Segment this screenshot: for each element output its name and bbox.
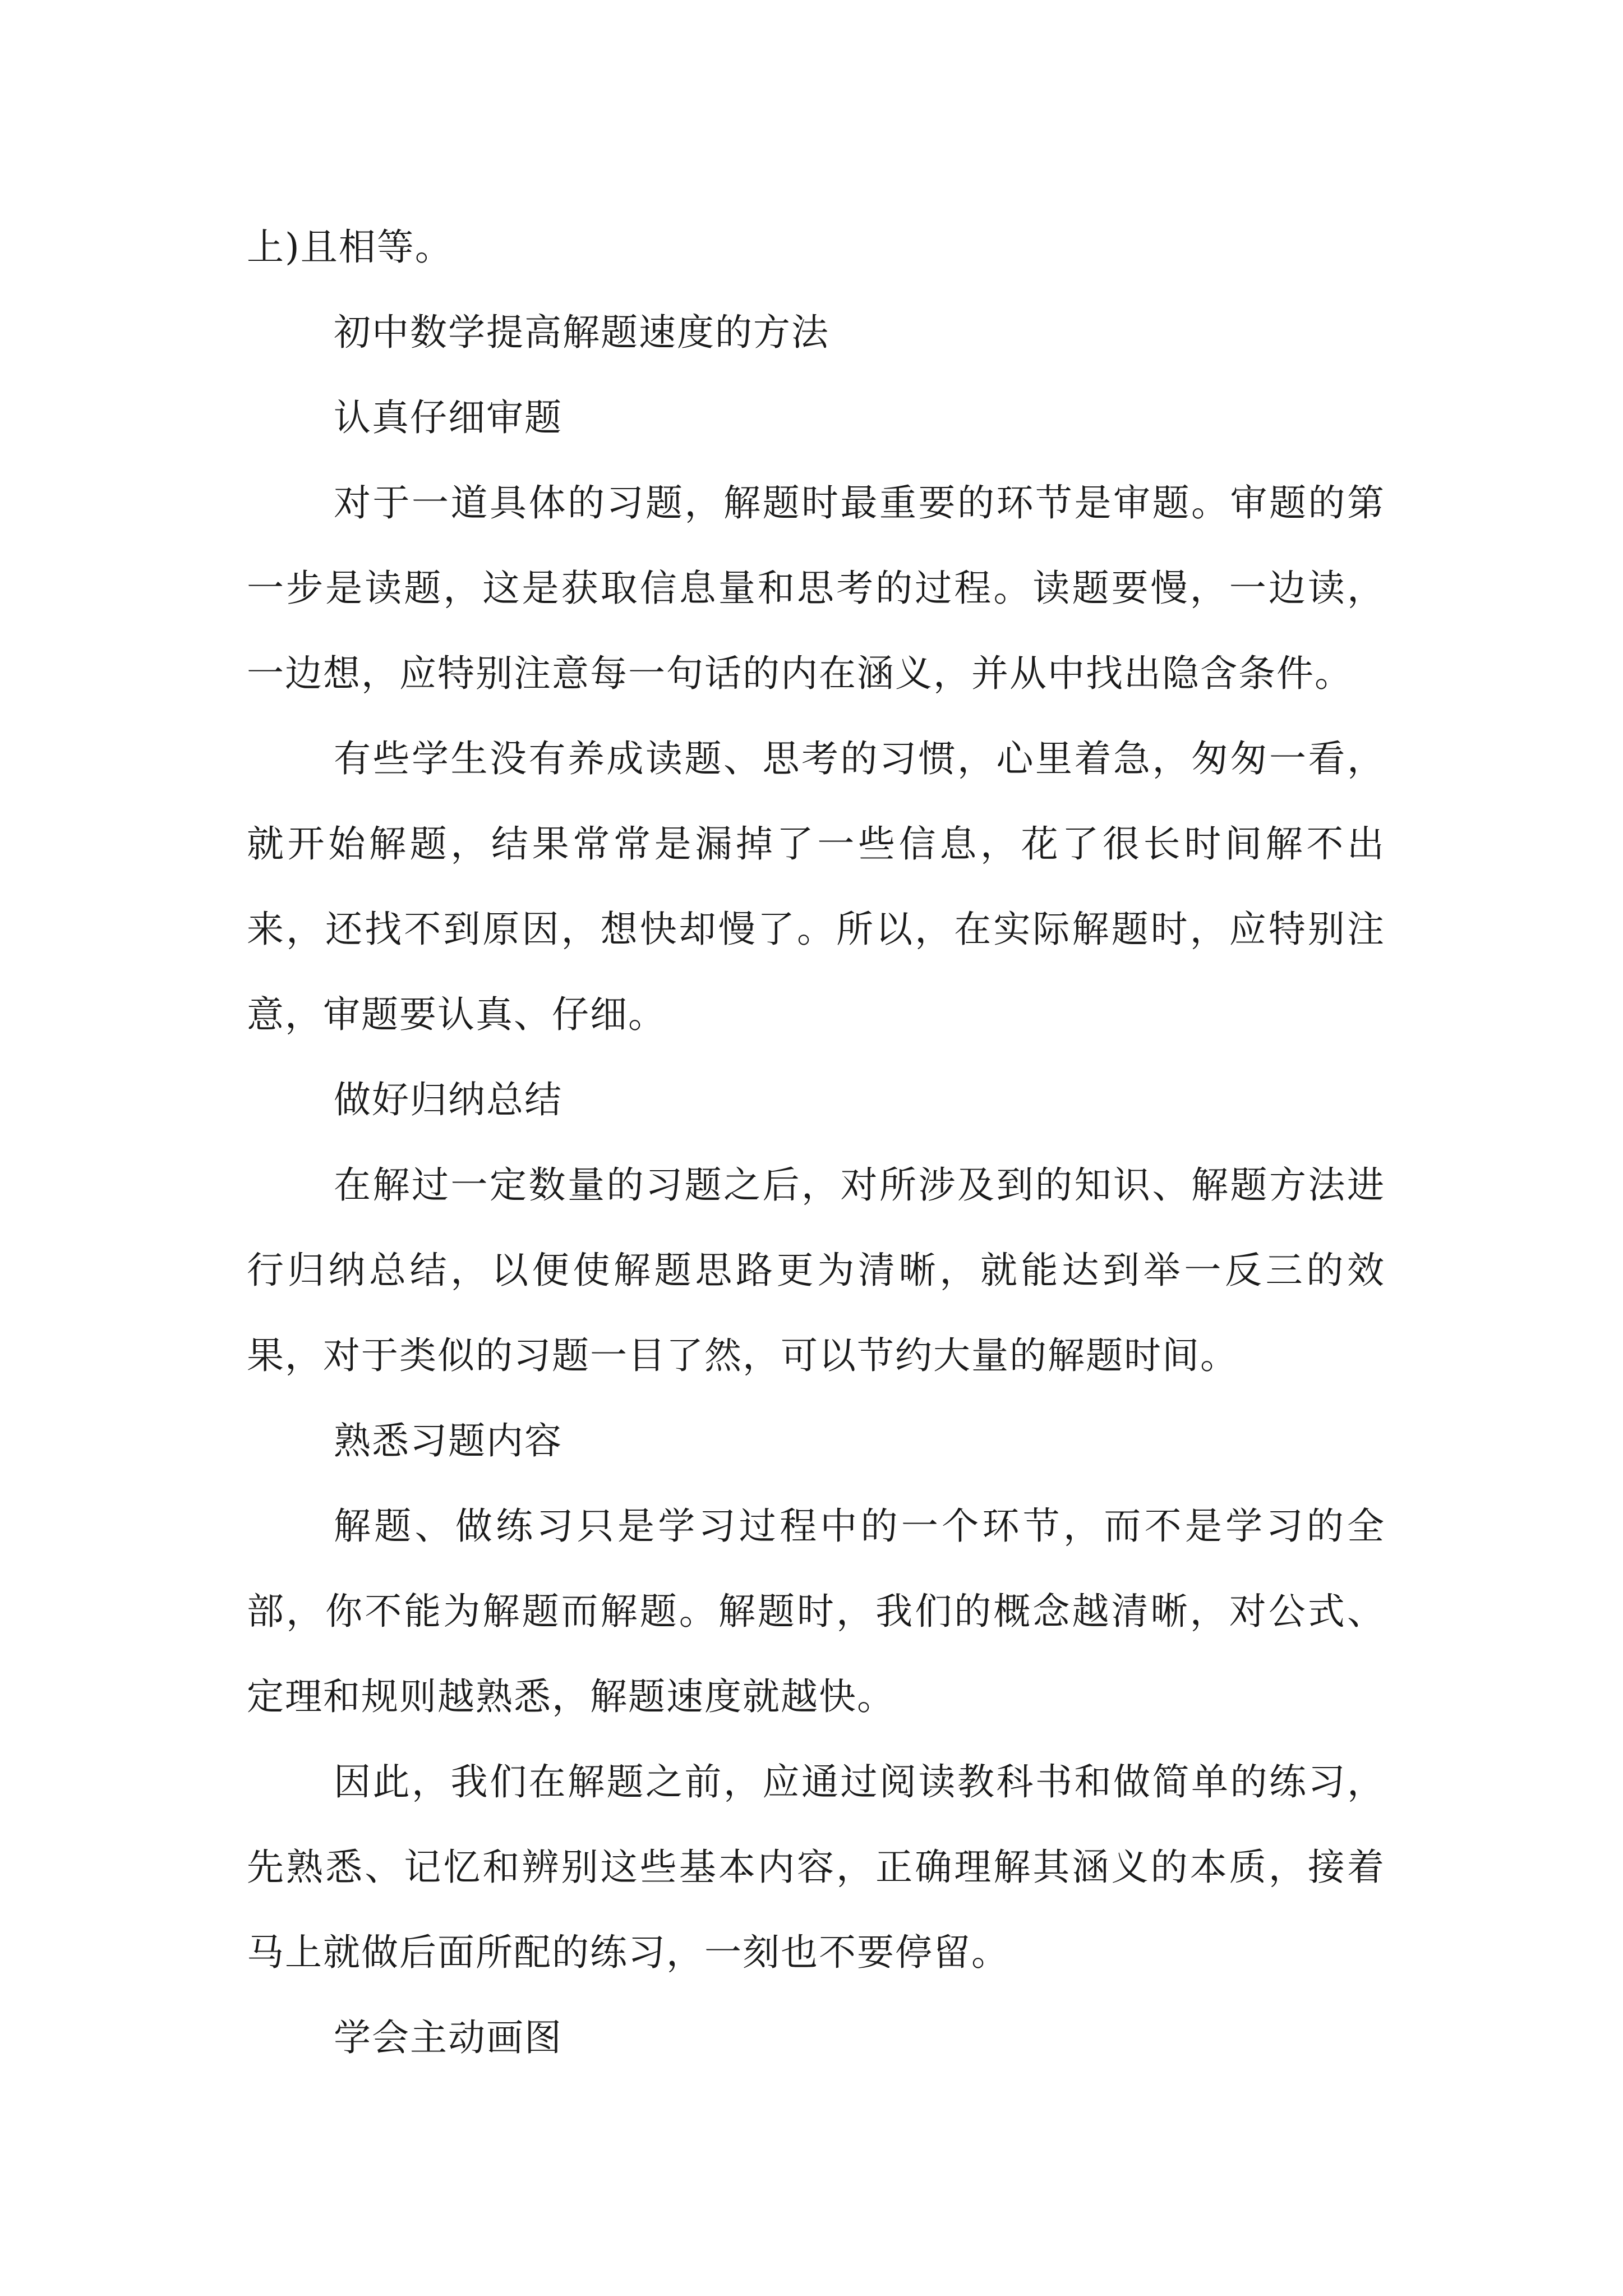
continuation-text: 上)且相等。 (247, 226, 453, 269)
article-title: 初中数学提高解题速度的方法 (334, 311, 829, 354)
section-2-paragraph-1: 在解过一定数量的习题之后，对所涉及到的知识、解题方法进行归纳总结，以便使解题思路更为清晰，就能达到举一反三的效果，对于类似的习题一目了然，可以节约大量的解题时间。 (247, 1163, 1385, 1377)
document-body (247, 205, 1385, 2081)
section-1-paragraph-2: 有些学生没有养成读题、思考的习惯，心里着急，匆匆一看，就开始解题，结果常常是漏掉了一些信息，花了很长时间解不出来，还找不到原因，想快却慢了。所以，在实际解题时，应特别注意，审题要认真、仔细。 (247, 737, 1385, 1036)
section-heading-4: 学会主动画图 (334, 2016, 562, 2059)
section-heading-3: 熟悉习题内容 (334, 1419, 562, 1462)
section-heading-2: 做好归纳总结 (334, 1078, 562, 1121)
section-heading-1: 认真仔细审题 (334, 396, 562, 439)
section-3-paragraph-1: 解题、做练习只是学习过程中的一个环节，而不是学习的全部，你不能为解题而解题。解题时，我们的概念越清晰，对公式、定理和规则越熟悉，解题速度就越快。 (247, 1504, 1385, 1718)
section-1-paragraph-1: 对于一道具体的习题，解题时最重要的环节是审题。审题的第一步是读题，这是获取信息量和思考的过程。读题要慢，一边读，一边想，应特别注意每一句话的内在涵义，并从中找出隐含条件。 (247, 481, 1385, 695)
section-3-paragraph-2: 因此，我们在解题之前，应通过阅读教科书和做简单的练习，先熟悉、记忆和辨别这些基本内容，正确理解其涵义的本质，接着马上就做后面所配的练习，一刻也不要停留。 (247, 1760, 1385, 1974)
